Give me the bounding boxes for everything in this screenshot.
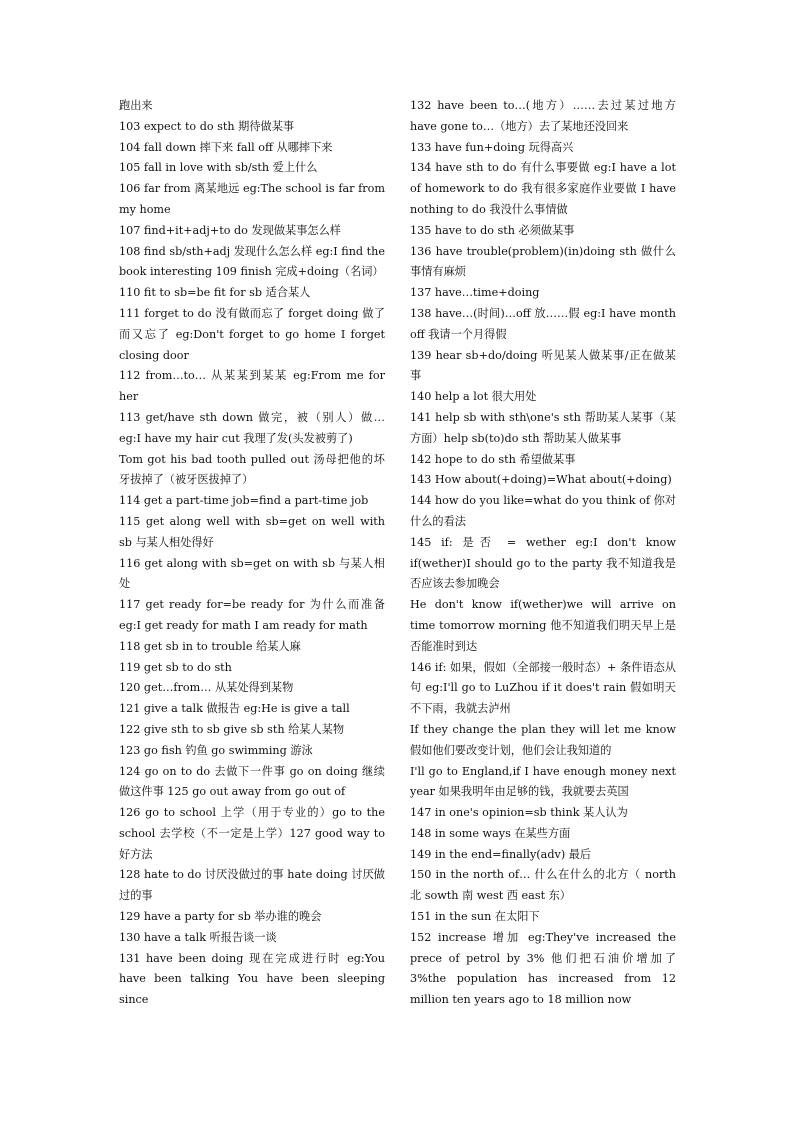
vocab-entry: 107 find+it+adj+to do 发现做某事怎么样 [119,223,341,237]
vocab-entry: 129 have a party for sb 举办谁的晚会 [119,910,322,924]
vocab-entry: 120 get…from… 从某处得到某物 [119,681,294,695]
vocab-entry: 151 in the sun 在太阳下 [410,910,540,924]
vocab-entry: 116 get along with sb=get on with sb 与某人相处 [119,556,385,591]
vocab-entry: If they change the plan they will let me know 假如他们要改变计划，他们会让我知道的 [410,722,676,757]
vocab-entry: 跑出来 [119,99,153,112]
vocab-entry: 139 hear sb+do/doing 听见某人做某事/正在做某事 [410,348,676,383]
vocab-entry: 140 help a lot 很大用处 [410,390,537,404]
vocab-entry: 112 from…to… 从某某到某某 eg:From me for her [119,369,385,404]
vocab-entry: 148 in some ways 在某些方面 [410,826,571,840]
vocab-entry: 136 have trouble(problem)(in)doing sth 做什么事情有麻烦 [410,244,676,279]
vocab-entry: 144 how do you like=what do you think of 你对什么的看法 [410,494,676,528]
vocab-entry: 130 have a talk 听报告谈一谈 [119,930,277,944]
vocab-entry: 143 How about(+doing)=What about(+doing) [410,473,672,487]
vocab-entry: 124 go on to do 去做下一件事 go on doing 继续做这件事 125 go out away from go out of [119,764,385,799]
vocab-entry: 132 have been to…(地方）……去过某过地方 have gone to…（地方）去了某地还没回来 [410,99,676,133]
right-column [410,96,676,1011]
vocab-entry: 117 get ready for=be ready for 为什么而准备 eg:I get ready for math I am ready for math [119,598,385,632]
vocab-entry: 103 expect to do sth 期待做某事 [119,119,295,133]
vocab-entry: 121 give a talk 做报告 eg:He is give a tall [119,702,350,716]
vocab-entry: 108 find sb/sth+adj 发现什么怎么样 eg:I find the book interesting 109 finish 完成+doing（名词） [119,244,385,279]
vocab-entry: 128 hate to do 讨厌没做过的事 hate doing 讨厌做过的事 [119,868,385,903]
vocab-entry: 119 get sb to do sth [119,660,232,674]
vocab-entry: 118 get sb in to trouble 给某人麻 [119,639,301,653]
vocab-entry: 105 fall in love with sb/sth 爱上什么 [119,161,318,175]
vocab-entry: 111 forget to do 没有做而忘了 forget doing 做了而又忘了 eg:Don't forget to go home I forget closing door [119,306,385,362]
vocab-entry: 142 hope to do sth 希望做某事 [410,452,576,466]
vocab-entry: 104 fall down 摔下来 fall off 从哪摔下来 [119,140,333,154]
vocab-entry: 134 have sth to do 有什么事要做 eg:I have a lot of homework to do 我有很多家庭作业要做 I have nothing to do 我没什么事情做 [410,161,676,216]
vocab-entry: 149 in the end=finally(adv) 最后 [410,847,592,861]
vocab-entry: He don't know if(wether)we will arrive on time tomorrow morning 他不知道我们明天早上是否能准时到达 [410,598,676,653]
vocab-entry: Tom got his bad tooth pulled out 汤母把他的坏牙拔掉了（被牙医拔掉了） [119,452,385,487]
vocab-entry: 123 go fish 钓鱼 go swimming 游泳 [119,743,313,757]
vocab-entry: 133 have fun+doing 玩得高兴 [410,140,574,154]
vocab-entry: 131 have been doing 现在完成进行时 eg:You have been talking You have been sleeping since [119,951,385,1007]
vocab-entry: 147 in one's opinion=sb think 某人认为 [410,806,628,820]
vocab-entry: 122 give sth to sb give sb sth 给某人某物 [119,722,345,736]
vocab-entry: 106 far from 离某地远 eg:The school is far from my home [119,182,385,216]
vocab-entry: 152 increase 增加 eg:They've increased the prece of petrol by 3% 他们把石油价增加了 3%the population has increased from 12 million ten years ago to 18 million now [410,930,676,1007]
vocab-entry: 137 have…time+doing [410,286,540,300]
vocab-entry: 114 get a part-time job=find a part-time job [119,494,369,508]
vocab-entry: 145 if: 是否 = wether eg:I don't know if(wether)I should go to the party 我不知道我是否应该去参加晚会 [410,535,676,591]
vocab-entry: 110 fit to sb=be fit for sb 适合某人 [119,286,311,300]
vocab-entry: 146 if: 如果，假如（全部接一般时态）+ 条件语态从句 eg:I'll go to LuZhou if it does't rain 假如明天不下雨，我就去泸州 [410,660,676,716]
left-column [119,96,385,1011]
vocab-entry: 135 have to do sth 必须做某事 [410,223,575,237]
vocab-entry: 150 in the north of… 什么在什么的北方（ north 北 sowth 南 west 西 east 东） [410,868,676,903]
vocab-entry: 113 get/have sth down 做完，被（别人）做… eg:I have my hair cut 我理了发(头发被剪了) [119,410,385,445]
vocab-entry: 141 help sb with sth\one's sth 帮助某人某事（某方面）help sb(to)do sth 帮助某人做某事 [410,410,676,445]
vocab-entry: I'll go to England,if I have enough money next year 如果我明年由足够的钱，我就要去英国 [410,764,676,799]
vocab-entry: 138 have…(时间)…off 放……假 eg:I have month off 我请一个月得假 [410,306,676,341]
vocab-entry: 126 go to school 上学（用于专业的）go to the school 去学校（不一定是上学）127 good way to 好方法 [119,806,385,861]
vocab-entry: 115 get along well with sb=get on well with sb 与某人相处得好 [119,514,385,549]
